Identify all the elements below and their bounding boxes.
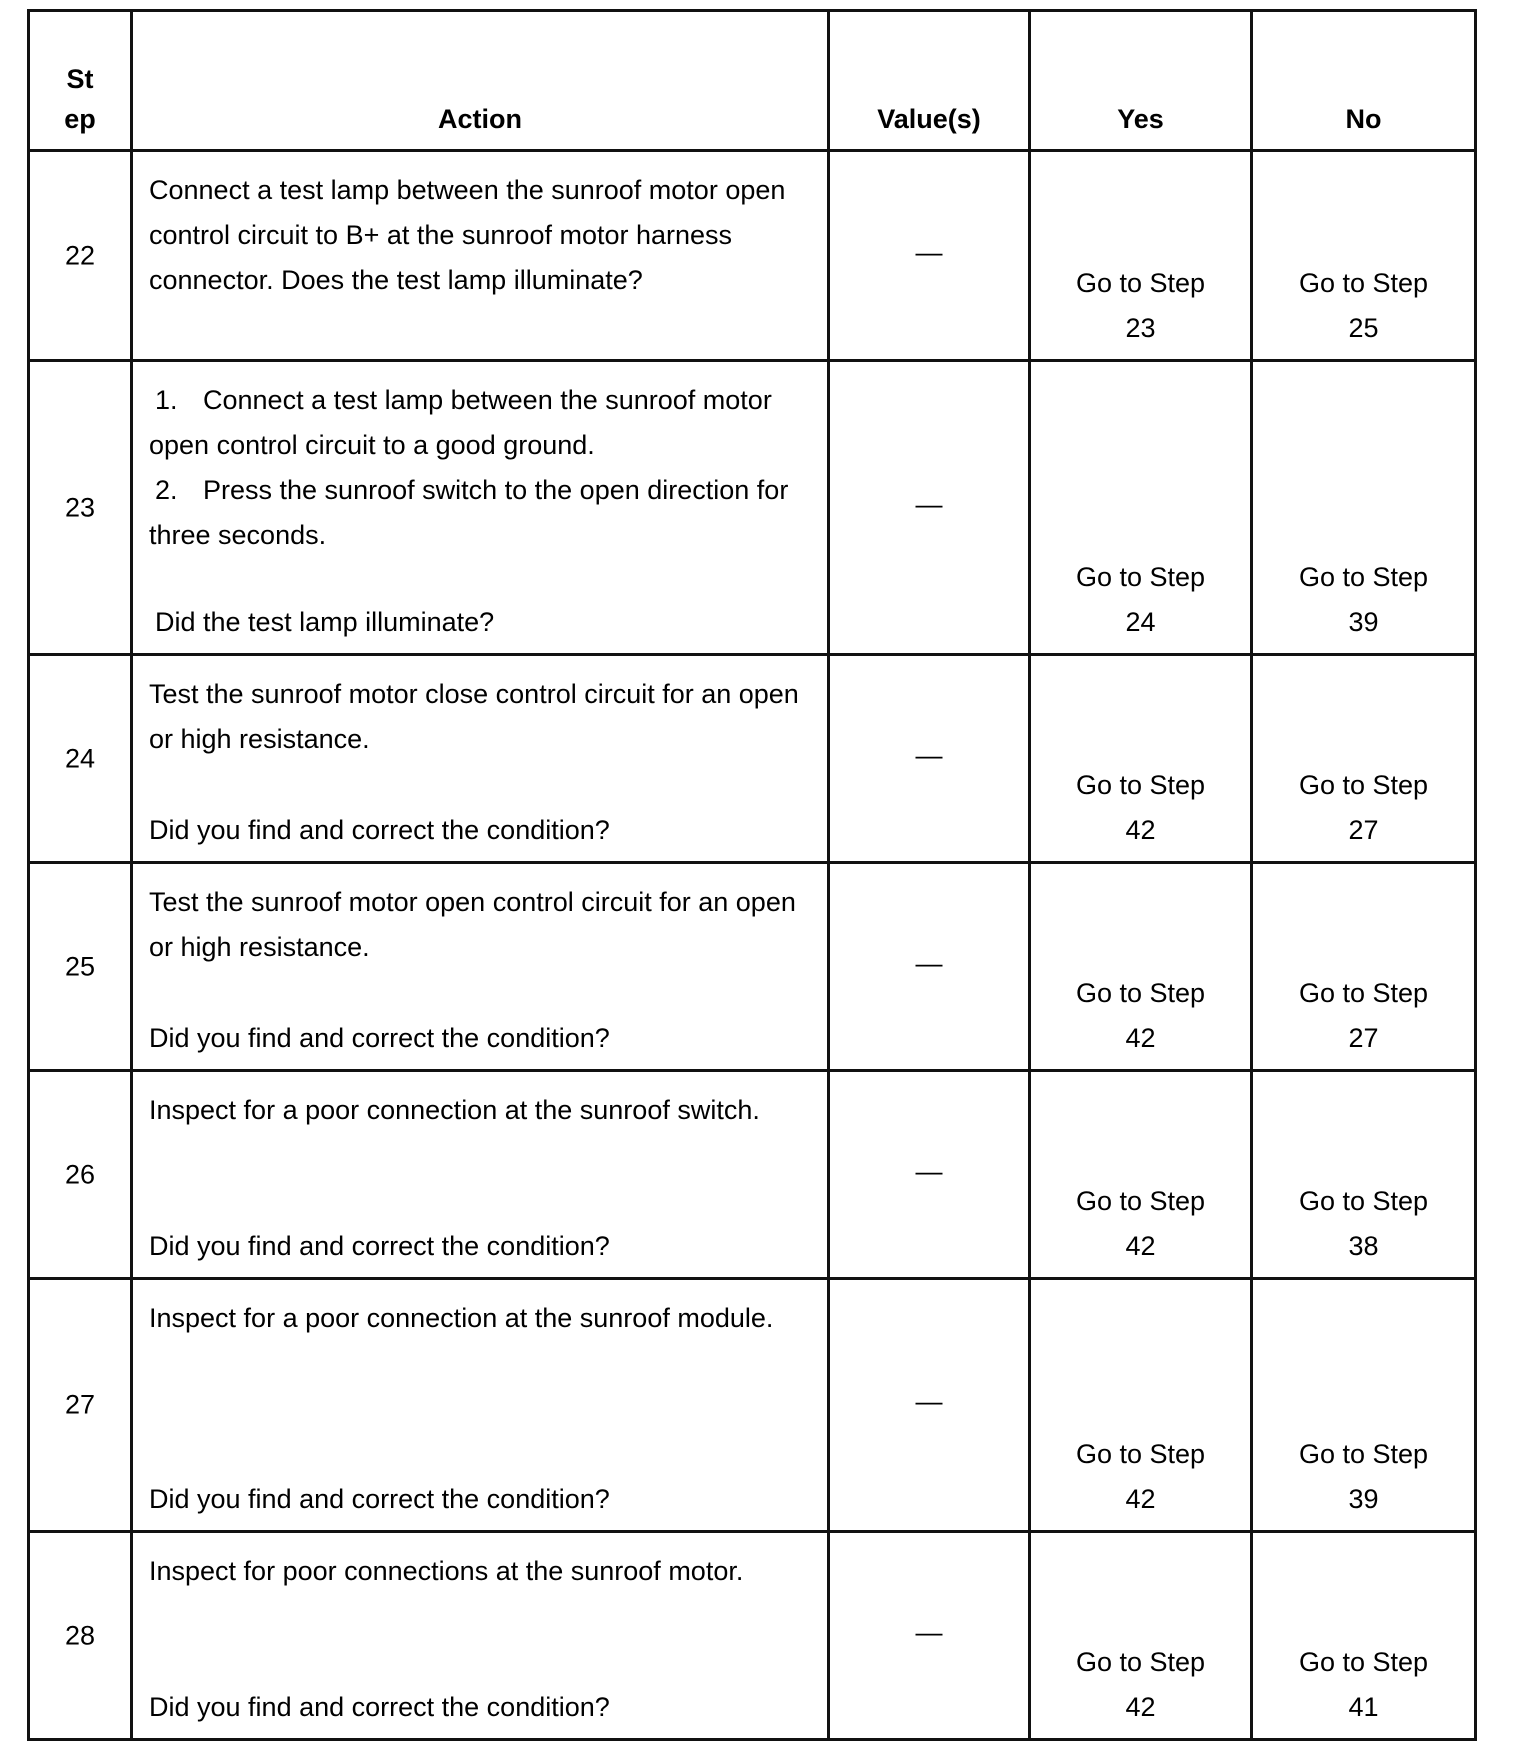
step-number: 23	[64, 492, 96, 522]
step-cell	[29, 151, 132, 361]
diagnostic-steps-table	[27, 9, 1477, 1741]
table-row	[29, 863, 1476, 1071]
action-cell	[132, 361, 829, 655]
header-no: No	[1252, 11, 1476, 151]
header-yes: Yes	[1030, 11, 1252, 151]
action-question: Did you find and correct the condition?	[149, 815, 610, 845]
go-to-step-yes: Go to Step 42	[1075, 770, 1206, 845]
table-row	[29, 1279, 1476, 1532]
action-question: Did you find and correct the condition?	[149, 1484, 610, 1514]
action-text: Connect a test lamp between the sunroof motor open control circuit to B+ at the sunroof motor harness connector. Does the test lamp illuminate?	[149, 175, 786, 295]
action-text: Test the sunroof motor close control circuit for an open or high resistance.	[149, 679, 799, 754]
table-row	[29, 151, 1476, 361]
header-values: Value(s)	[829, 11, 1030, 151]
header-step: St ep	[29, 11, 132, 151]
yes-cell	[1030, 1071, 1252, 1279]
yes-cell	[1030, 655, 1252, 863]
action-cell	[132, 1071, 829, 1279]
value-text: —	[915, 947, 943, 978]
step-number: 26	[64, 1159, 96, 1189]
value-cell	[829, 863, 1030, 1071]
go-to-step-yes: Go to Step 42	[1075, 1439, 1206, 1514]
list-item-text: Press the sunroof switch to the open direction for three seconds.	[149, 475, 789, 550]
value-text: —	[915, 739, 943, 770]
value-cell	[829, 1532, 1030, 1740]
value-cell	[829, 1279, 1030, 1532]
go-to-step-yes: Go to Step 23	[1075, 268, 1206, 343]
step-number: 24	[64, 743, 96, 773]
list-item	[149, 378, 811, 468]
step-number: 27	[64, 1389, 96, 1420]
step-cell	[29, 655, 132, 863]
value-cell	[829, 151, 1030, 361]
yes-cell	[1030, 1532, 1252, 1740]
table-row	[29, 1532, 1476, 1740]
action-text: Inspect for a poor connection at the sunroof switch.	[149, 1095, 760, 1125]
value-text: —	[915, 488, 943, 519]
no-cell	[1252, 361, 1476, 655]
step-cell	[29, 1071, 132, 1279]
table-header-row	[29, 11, 1476, 151]
step-cell	[29, 1532, 132, 1740]
list-item-text: Connect a test lamp between the sunroof motor open control circuit to a good ground.	[149, 385, 772, 460]
header-action: Action	[132, 11, 829, 151]
yes-cell	[1030, 863, 1252, 1071]
list-item-number: 2.	[155, 475, 178, 505]
value-cell	[829, 1071, 1030, 1279]
list-item-number: 1.	[155, 385, 178, 415]
go-to-step-no: Go to Step 41	[1298, 1647, 1429, 1722]
go-to-step-yes: Go to Step 42	[1075, 1647, 1206, 1722]
go-to-step-yes: Go to Step 42	[1075, 1186, 1206, 1261]
go-to-step-yes: Go to Step 24	[1075, 562, 1206, 637]
no-cell	[1252, 863, 1476, 1071]
go-to-step-no: Go to Step 39	[1298, 1439, 1429, 1514]
value-text: —	[915, 1616, 943, 1647]
action-text: Inspect for a poor connection at the sunroof module.	[149, 1303, 774, 1333]
action-question: Did you find and correct the condition?	[149, 1231, 610, 1261]
action-question: Did the test lamp illuminate?	[155, 607, 495, 637]
list-item	[149, 468, 811, 558]
go-to-step-no: Go to Step 27	[1298, 978, 1429, 1053]
value-cell	[829, 655, 1030, 863]
value-text: —	[915, 1386, 943, 1417]
action-question: Did you find and correct the condition?	[149, 1023, 610, 1053]
value-text: —	[915, 236, 943, 267]
step-number: 28	[64, 1620, 96, 1650]
no-cell	[1252, 1279, 1476, 1532]
action-cell	[132, 1532, 829, 1740]
action-cell	[132, 655, 829, 863]
no-cell	[1252, 1532, 1476, 1740]
step-cell	[29, 1279, 132, 1532]
table-row	[29, 361, 1476, 655]
value-cell	[829, 361, 1030, 655]
go-to-step-no: Go to Step 38	[1298, 1186, 1429, 1261]
table-row	[29, 1071, 1476, 1279]
step-number: 25	[64, 951, 96, 981]
action-text: Test the sunroof motor open control circuit for an open or high resistance.	[149, 887, 796, 962]
action-cell	[132, 863, 829, 1071]
yes-cell	[1030, 361, 1252, 655]
go-to-step-no: Go to Step 25	[1298, 268, 1429, 343]
action-steps-list	[149, 378, 811, 558]
yes-cell	[1030, 1279, 1252, 1532]
go-to-step-no: Go to Step 27	[1298, 770, 1429, 845]
table-row	[29, 655, 1476, 863]
go-to-step-yes: Go to Step 42	[1075, 978, 1206, 1053]
no-cell	[1252, 1071, 1476, 1279]
step-number: 22	[64, 240, 96, 270]
action-text: Inspect for poor connections at the sunroof motor.	[149, 1556, 744, 1586]
action-question: Did you find and correct the condition?	[149, 1692, 610, 1722]
no-cell	[1252, 655, 1476, 863]
no-cell	[1252, 151, 1476, 361]
step-cell	[29, 863, 132, 1071]
yes-cell	[1030, 151, 1252, 361]
value-text: —	[915, 1155, 943, 1186]
action-cell	[132, 1279, 829, 1532]
step-cell	[29, 361, 132, 655]
action-cell	[132, 151, 829, 361]
go-to-step-no: Go to Step 39	[1298, 562, 1429, 637]
